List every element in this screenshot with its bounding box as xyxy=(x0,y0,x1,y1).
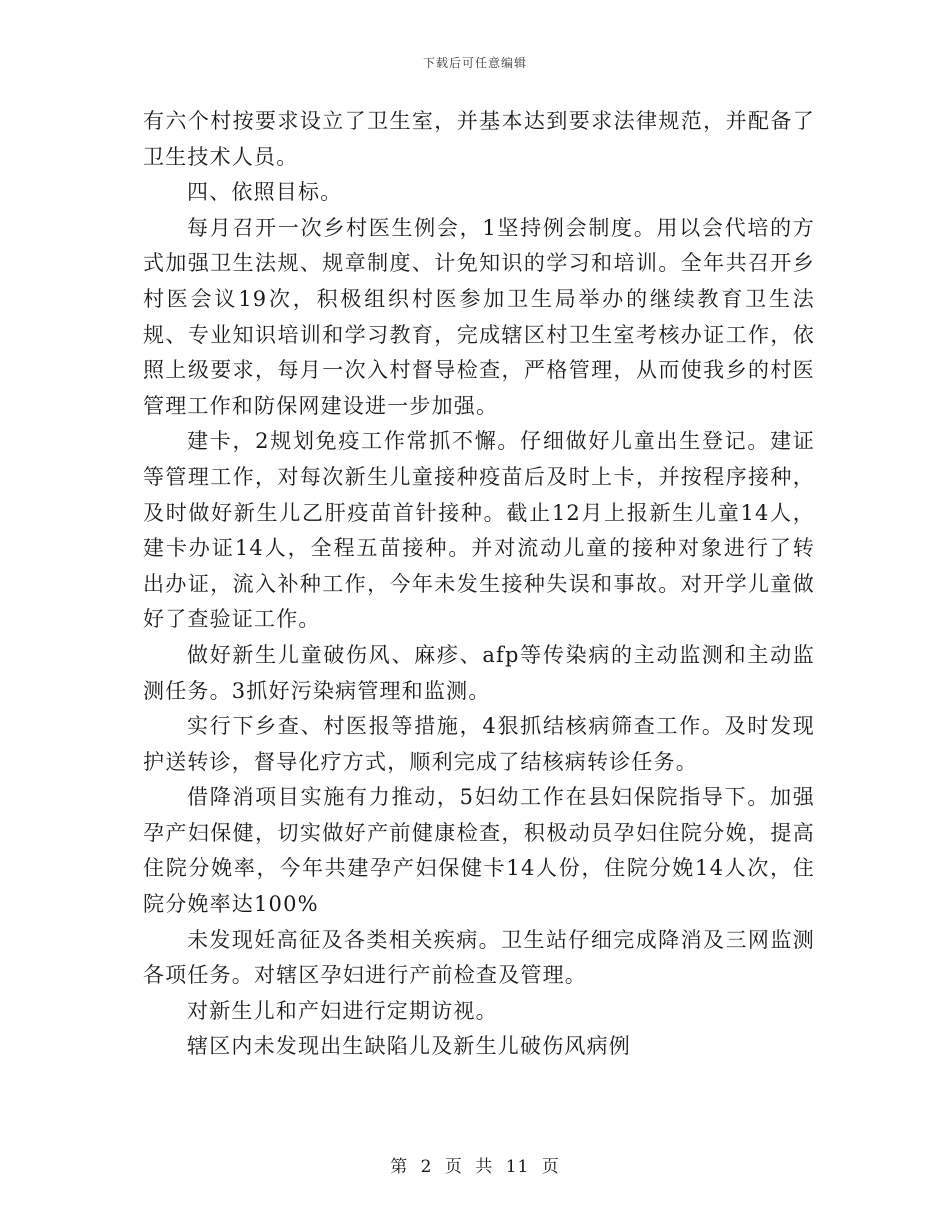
paragraph: 借降消项目实施有力推动，5妇幼工作在县妇保院指导下。加强孕产妇保健，切实做好产前健康检查，积极动员孕妇住院分娩，提高住院分娩率，今年共建孕产妇保健卡14人份，住院分娩14人次，住院分娩率达100% xyxy=(143,785,815,917)
document-body xyxy=(143,104,815,1065)
paragraph: 辖区内未发现出生缺陷儿及新生儿破伤风病例 xyxy=(187,1034,631,1059)
paragraph: 未发现妊高征及各类相关疾病。卫生站仔细完成降消及三网监测各项任务。对辖区孕妇进行产前检查及管理。 xyxy=(143,927,815,988)
paragraph: 每月召开一次乡村医生例会，1坚持例会制度。用以会代培的方式加强卫生法规、规章制度、计免知识的学习和培训。全年共召开乡村医会议19次，积极组织村医参加卫生局举办的继续教育卫生法规、专业知识培训和学习教育，完成辖区村卫生室考核办证工作，依照上级要求，每月一次入村督导检查，严格管理，从而使我乡的村医管理工作和防保网建设进一步加强。 xyxy=(143,215,815,418)
paragraph: 有六个村按要求设立了卫生室，并基本达到要求法律规范，并配备了卫生技术人员。 xyxy=(143,109,815,169)
paragraph: 建卡，2规划免疫工作常抓不懈。仔细做好儿童出生登记。建证等管理工作，对每次新生儿童接种疫苗后及时上卡，并按程序接种，及时做好新生儿乙肝疫苗首针接种。截止12月上报新生儿童14人，建卡办证14人，全程五苗接种。并对流动儿童的接种对象进行了转出办证，流入补种工作，今年未发生接种失误和事故。对开学儿童做好了查验证工作。 xyxy=(143,429,815,632)
paragraph: 做好新生儿童破伤风、麻疹、afp等传染病的主动监测和主动监测任务。3抓好污染病管理和监测。 xyxy=(143,642,815,703)
section-heading: 四、依照目标。 xyxy=(187,180,343,205)
paragraph: 实行下乡查、村医报等措施，4狠抓结核病筛查工作。及时发现护送转诊，督导化疗方式，顺利完成了结核病转诊任务。 xyxy=(143,714,815,774)
page-number: 第 2 页 共 11 页 xyxy=(390,1157,560,1177)
paragraph: 对新生儿和产妇进行定期访视。 xyxy=(187,998,498,1023)
page-header-note: 下载后可任意编辑 xyxy=(422,56,527,70)
